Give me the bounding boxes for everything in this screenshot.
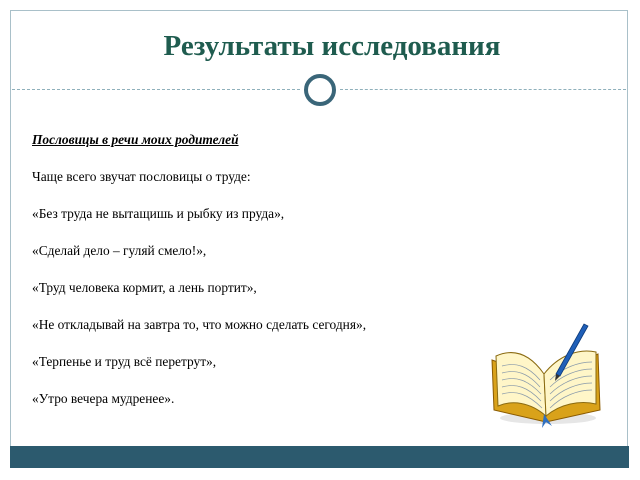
proverb-item: «Терпенье и труд всё перетрут», xyxy=(32,354,217,369)
slide-body xyxy=(32,131,482,427)
proverb-item: «Сделай дело – гуляй смело!», xyxy=(32,243,207,258)
open-book-with-quill-icon xyxy=(486,318,606,428)
proverb-item: «Утро вечера мудренее». xyxy=(32,391,175,406)
proverb-item: «Не откладывай на завтра то, что можно сделать сегодня», xyxy=(32,317,367,332)
section-subtitle: Пословицы в речи моих родителей xyxy=(32,132,239,147)
footer-accent-bar xyxy=(10,446,629,468)
intro-text: Чаще всего звучат пословицы о труде: xyxy=(32,169,251,184)
title-divider-left xyxy=(12,89,300,90)
slide-title: Результаты исследования xyxy=(163,30,501,62)
proverb-item: «Труд человека кормит, а лень портит», xyxy=(32,280,257,295)
title-divider-right xyxy=(340,89,626,90)
divider-ring-ornament xyxy=(304,74,336,106)
proverb-item: «Без труда не вытащишь и рыбку из пруда», xyxy=(32,206,285,221)
